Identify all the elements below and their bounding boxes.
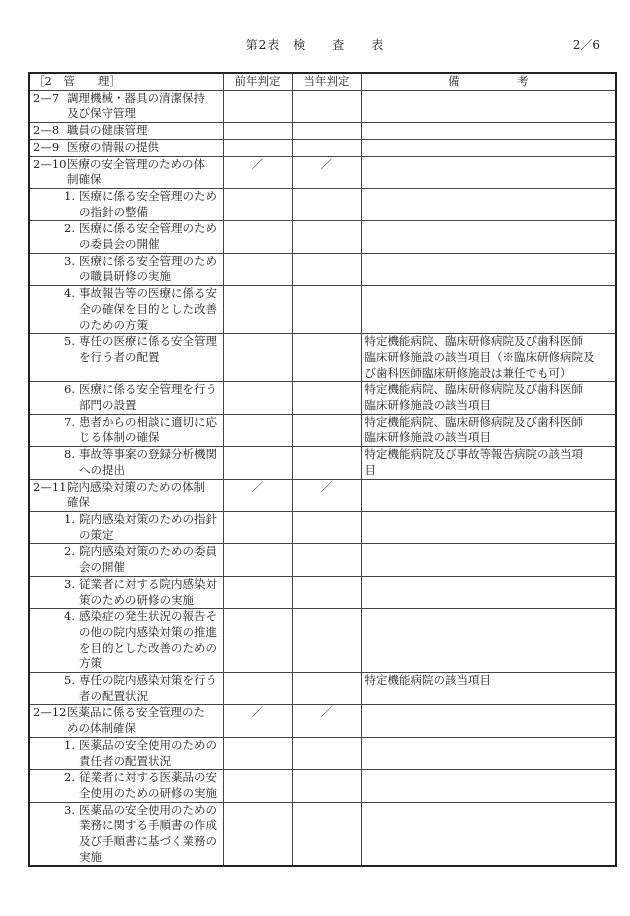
current-judgment-cell — [292, 334, 361, 382]
item-text: 院内感染対策のための委員 — [79, 544, 217, 559]
previous-judgment-cell — [223, 382, 292, 414]
column-header-current-judgment: 当年判定 — [292, 73, 361, 90]
item-text: 専任の院内感染対策を行う — [79, 673, 217, 688]
previous-judgment-cell — [223, 188, 292, 220]
item-cell — [29, 447, 223, 479]
item-text: じる体制の確保 — [79, 430, 160, 445]
previous-judgment-cell — [223, 770, 292, 802]
remarks-cell — [361, 90, 616, 122]
table-row — [29, 221, 616, 253]
remarks-cell — [361, 188, 616, 220]
item-line — [33, 269, 220, 285]
remarks-cell — [361, 286, 616, 334]
item-line — [33, 738, 220, 754]
item-text: 従業者に対する医薬品の安 — [79, 770, 217, 785]
item-text: 実施 — [79, 849, 102, 864]
item-cell — [29, 802, 223, 866]
item-text: 職員の健康管理 — [67, 123, 148, 138]
sub-item-number: 3. — [64, 576, 75, 591]
current-judgment-cell: ／ — [292, 705, 361, 737]
remarks-line: び歯科医師臨床研修施設は兼任でも可） — [364, 365, 572, 380]
item-text: 医療に係る安全管理のため — [79, 188, 217, 203]
item-text: 全使用のための研修の実施 — [79, 785, 217, 800]
item-line — [33, 286, 220, 302]
current-judgment-cell — [292, 221, 361, 253]
item-text: の策定 — [79, 527, 114, 542]
previous-judgment-cell — [223, 139, 292, 156]
item-text: 責任者の配置状況 — [79, 753, 171, 768]
remarks-cell — [361, 802, 616, 866]
item-text: 医薬品の安全使用のための — [79, 737, 217, 752]
remarks-cell — [361, 382, 616, 414]
item-line — [33, 463, 220, 479]
item-text: 者の配置状況 — [79, 688, 148, 703]
current-judgment-cell — [292, 447, 361, 479]
previous-judgment-cell — [223, 609, 292, 673]
item-text: 感染症の発生状況の報告そ — [79, 609, 217, 624]
remarks-line: 特定機能病院、臨床研修病院及び歯科医師 — [364, 414, 583, 429]
item-cell — [29, 221, 223, 253]
item-text: 業務に関する手順書の作成 — [79, 818, 217, 833]
item-number: 2—12 — [33, 705, 67, 720]
table-row — [29, 802, 616, 866]
item-line — [33, 786, 220, 802]
item-text: を目的とした改善のための — [79, 640, 217, 655]
table-row — [29, 737, 616, 769]
item-line — [33, 673, 220, 689]
table-row — [29, 156, 616, 188]
remarks-cell — [361, 156, 616, 188]
item-cell — [29, 705, 223, 737]
item-line — [33, 382, 220, 398]
table-row — [29, 139, 616, 156]
remarks-cell — [361, 253, 616, 285]
previous-judgment-cell — [223, 286, 292, 334]
previous-judgment-cell — [223, 511, 292, 543]
remarks-line: 特定機能病院及び事故等報告病院の該当項 — [364, 447, 583, 462]
item-line — [33, 609, 220, 625]
item-number: 2—10 — [33, 156, 67, 171]
sub-item-number: 5. — [64, 673, 75, 688]
remarks-cell — [361, 737, 616, 769]
current-judgment-cell — [292, 286, 361, 334]
item-text: 医療に係る安全管理のため — [79, 253, 217, 268]
remarks-cell — [361, 544, 616, 576]
item-text: 調理機械・器具の清潔保持 — [67, 90, 205, 105]
item-line — [33, 398, 220, 414]
sub-item-number: 4. — [64, 286, 75, 301]
item-cell — [29, 334, 223, 382]
current-judgment-cell — [292, 609, 361, 673]
sub-item-number: 5. — [64, 334, 75, 349]
previous-judgment-cell: ／ — [223, 479, 292, 511]
remarks-cell — [361, 334, 616, 382]
item-line — [33, 850, 220, 866]
current-judgment-cell — [292, 253, 361, 285]
current-judgment-cell — [292, 737, 361, 769]
remarks-cell — [361, 479, 616, 511]
item-line — [33, 318, 220, 334]
remarks-cell — [361, 447, 616, 479]
page-title: 第2表 検 査 表 — [245, 38, 385, 52]
remarks-line: 臨床研修施設の該当項目（※臨床研修病院及 — [364, 349, 595, 364]
item-cell — [29, 770, 223, 802]
item-line — [33, 447, 220, 463]
item-line — [33, 560, 220, 576]
table-row — [29, 90, 616, 122]
item-text: 医薬品に係る安全管理のた — [67, 705, 205, 720]
remarks-line: 目 — [364, 462, 376, 477]
item-cell — [29, 737, 223, 769]
item-line — [33, 430, 220, 446]
current-judgment-cell — [292, 576, 361, 608]
remarks-cell — [361, 576, 616, 608]
item-line — [33, 350, 220, 366]
previous-judgment-cell — [223, 737, 292, 769]
item-text: 及び手順書に基づく業務の — [79, 834, 217, 849]
item-text: 制確保 — [67, 172, 102, 187]
item-text: のための方策 — [79, 317, 148, 332]
item-text: 全の確保を目的とした改善 — [79, 301, 217, 316]
column-header-previous-judgment: 前年判定 — [223, 73, 292, 90]
item-line — [33, 770, 220, 786]
table-row — [29, 673, 616, 705]
previous-judgment-cell — [223, 253, 292, 285]
remarks-cell — [361, 221, 616, 253]
previous-judgment-cell — [223, 334, 292, 382]
item-text: 会の開催 — [79, 560, 125, 575]
table-row — [29, 414, 616, 446]
previous-judgment-cell — [223, 123, 292, 140]
item-line — [33, 205, 220, 221]
sub-item-number: 6. — [64, 382, 75, 397]
item-line — [33, 415, 220, 431]
item-text: 事故報告等の医療に係る安 — [79, 286, 217, 301]
current-judgment-cell — [292, 544, 361, 576]
current-judgment-cell — [292, 382, 361, 414]
item-cell — [29, 511, 223, 543]
item-number: 2—8 — [33, 123, 60, 138]
table-row — [29, 334, 616, 382]
current-judgment-cell: ／ — [292, 479, 361, 511]
remarks-cell — [361, 770, 616, 802]
item-text: 患者からの相談に適切に応 — [79, 414, 217, 429]
remarks-line: 特定機能病院、臨床研修病院及び歯科医師 — [364, 334, 583, 349]
remarks-line: 臨床研修施設の該当項目 — [364, 398, 491, 413]
remarks-cell — [361, 609, 616, 673]
previous-judgment-cell: ／ — [223, 705, 292, 737]
previous-judgment-cell — [223, 90, 292, 122]
current-judgment-cell — [292, 802, 361, 866]
sub-item-number: 1. — [64, 737, 75, 752]
table-row — [29, 253, 616, 285]
item-line — [33, 754, 220, 770]
item-text: 医療の安全管理のための体 — [67, 156, 205, 171]
previous-judgment-cell — [223, 447, 292, 479]
item-cell — [29, 479, 223, 511]
item-line — [33, 641, 220, 657]
item-cell — [29, 188, 223, 220]
item-text: 事故等事案の登録分析機関 — [79, 447, 217, 462]
item-line — [33, 189, 220, 205]
item-line — [33, 803, 220, 819]
item-text: の他の院内感染対策の推進 — [79, 624, 217, 639]
item-line — [33, 106, 220, 122]
item-number: 2—9 — [33, 139, 60, 154]
previous-judgment-cell — [223, 576, 292, 608]
table-row — [29, 544, 616, 576]
sub-item-number: 3. — [64, 253, 75, 268]
item-cell — [29, 673, 223, 705]
item-line — [33, 172, 220, 188]
item-line — [33, 593, 220, 609]
page-number: 2／6 — [572, 38, 600, 52]
item-line — [33, 157, 220, 173]
item-text: 医薬品の安全使用のための — [79, 802, 217, 817]
item-text: 策のための研修の実施 — [79, 592, 194, 607]
sub-item-number: 7. — [64, 414, 75, 429]
item-line — [33, 123, 220, 139]
table-row — [29, 123, 616, 140]
remarks-line: 特定機能病院の該当項目 — [364, 673, 491, 688]
table-row — [29, 382, 616, 414]
item-number: 2—11 — [33, 479, 67, 494]
current-judgment-cell — [292, 123, 361, 140]
table-row — [29, 705, 616, 737]
column-header-item: ［2 管 理］ — [29, 73, 223, 90]
remarks-cell — [361, 414, 616, 446]
item-line — [33, 721, 220, 737]
item-text: 医療に係る安全管理を行う — [79, 382, 217, 397]
current-judgment-cell: ／ — [292, 156, 361, 188]
item-text: 従業者に対する院内感染対 — [79, 576, 217, 591]
sub-item-number: 8. — [64, 447, 75, 462]
table-header-row — [29, 73, 616, 90]
item-line — [33, 834, 220, 850]
item-text: 部門の設置 — [79, 398, 137, 413]
remarks-cell — [361, 511, 616, 543]
previous-judgment-cell — [223, 221, 292, 253]
item-text: を行う者の配置 — [79, 349, 160, 364]
sub-item-number: 2. — [64, 221, 75, 236]
current-judgment-cell — [292, 139, 361, 156]
item-text: 院内感染対策のための指針 — [79, 511, 217, 526]
item-line — [33, 577, 220, 593]
item-cell — [29, 544, 223, 576]
table-row — [29, 286, 616, 334]
item-line — [33, 528, 220, 544]
item-line — [33, 656, 220, 672]
item-line — [33, 302, 220, 318]
sub-item-number: 2. — [64, 770, 75, 785]
remarks-cell — [361, 705, 616, 737]
item-text: 院内感染対策のための体制 — [67, 479, 205, 494]
previous-judgment-cell — [223, 802, 292, 866]
item-text: の委員会の開催 — [79, 237, 160, 252]
current-judgment-cell — [292, 188, 361, 220]
item-line — [33, 818, 220, 834]
item-line — [33, 91, 220, 107]
current-judgment-cell — [292, 511, 361, 543]
item-line — [33, 221, 220, 237]
previous-judgment-cell: ／ — [223, 156, 292, 188]
current-judgment-cell — [292, 770, 361, 802]
item-text: の職員研修の実施 — [79, 269, 171, 284]
item-text: 確保 — [67, 495, 90, 510]
sub-item-number: 3. — [64, 802, 75, 817]
item-text: 方策 — [79, 656, 102, 671]
table-row — [29, 479, 616, 511]
item-cell — [29, 123, 223, 140]
table-row — [29, 447, 616, 479]
item-line — [33, 495, 220, 511]
table-row — [29, 770, 616, 802]
item-line — [33, 334, 220, 350]
item-line — [33, 544, 220, 560]
item-cell — [29, 414, 223, 446]
remarks-cell — [361, 123, 616, 140]
previous-judgment-cell — [223, 544, 292, 576]
inspection-table — [28, 72, 617, 867]
item-line — [33, 512, 220, 528]
item-cell — [29, 156, 223, 188]
item-number: 2—7 — [33, 90, 60, 105]
item-line — [33, 625, 220, 641]
table-row — [29, 576, 616, 608]
column-header-remarks: 備 考 — [361, 73, 616, 90]
sub-item-number: 2. — [64, 544, 75, 559]
sub-item-number: 4. — [64, 609, 75, 624]
item-line — [33, 480, 220, 496]
item-text: 医療に係る安全管理のため — [79, 221, 217, 236]
previous-judgment-cell — [223, 414, 292, 446]
sub-item-number: 1. — [64, 188, 75, 203]
item-cell — [29, 90, 223, 122]
current-judgment-cell — [292, 414, 361, 446]
remarks-line: 臨床研修施設の該当項目 — [364, 430, 491, 445]
item-cell — [29, 253, 223, 285]
item-text: への提出 — [79, 462, 125, 477]
item-line — [33, 140, 220, 156]
previous-judgment-cell — [223, 673, 292, 705]
remarks-cell — [361, 139, 616, 156]
current-judgment-cell — [292, 673, 361, 705]
item-line — [33, 689, 220, 705]
item-text: 医療の情報の提供 — [67, 139, 159, 154]
remarks-cell — [361, 673, 616, 705]
item-line — [33, 237, 220, 253]
item-text: めの体制確保 — [67, 721, 136, 736]
item-cell — [29, 139, 223, 156]
table-row — [29, 511, 616, 543]
current-judgment-cell — [292, 90, 361, 122]
sub-item-number: 1. — [64, 511, 75, 526]
item-cell — [29, 609, 223, 673]
item-cell — [29, 286, 223, 334]
item-line — [33, 705, 220, 721]
table-row — [29, 188, 616, 220]
item-text: 及び保守管理 — [67, 106, 136, 121]
table-row — [29, 609, 616, 673]
item-text: 専任の医療に係る安全管理 — [79, 334, 217, 349]
item-cell — [29, 576, 223, 608]
item-line — [33, 254, 220, 270]
item-text: の指針の整備 — [79, 204, 148, 219]
remarks-line: 特定機能病院、臨床研修病院及び歯科医師 — [364, 382, 583, 397]
item-cell — [29, 382, 223, 414]
